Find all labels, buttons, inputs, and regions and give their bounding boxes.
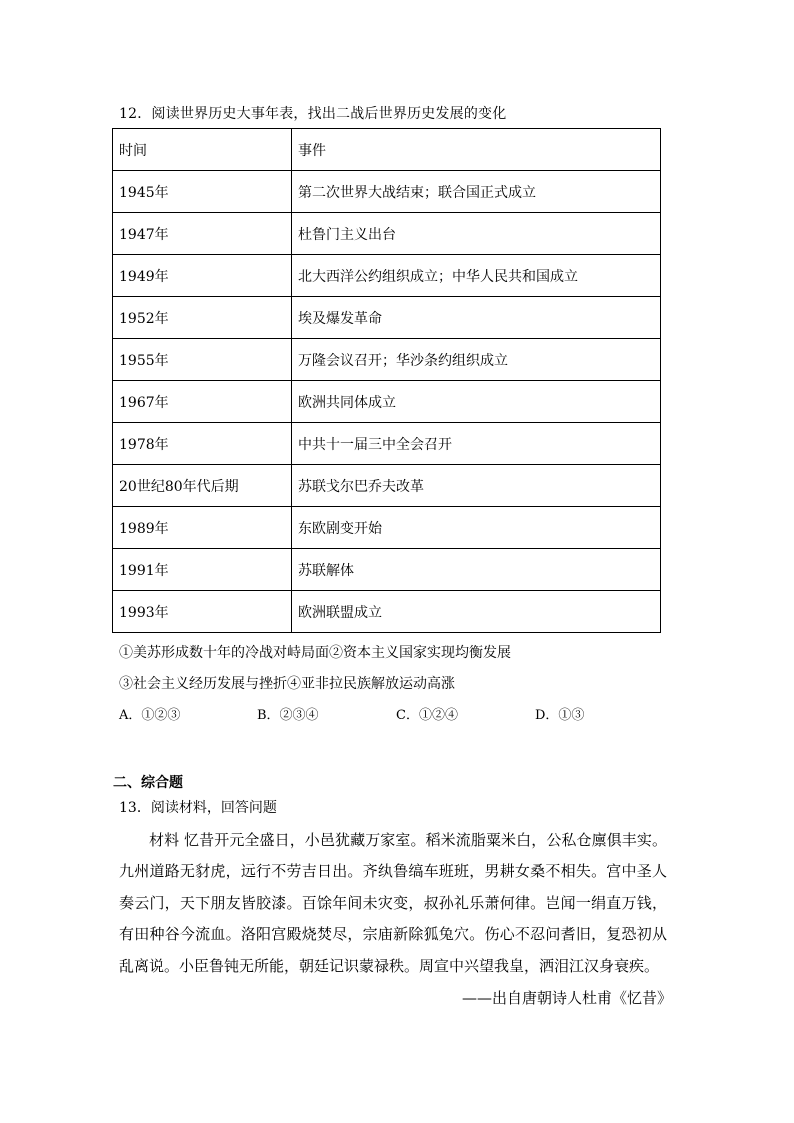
table-cell-event: 苏联戈尔巴乔夫改革 <box>292 465 661 507</box>
table-header-time: 时间 <box>113 129 292 171</box>
statement-line-2: ③社会主义经历发展与挫折④亚非拉民族解放运动高涨 <box>119 676 455 692</box>
table-cell-event: 埃及爆发革命 <box>292 297 661 339</box>
table-cell-event: 东欧剧变开始 <box>292 507 661 549</box>
table-row <box>113 381 661 423</box>
table-row <box>113 171 661 213</box>
table-row <box>113 465 661 507</box>
table-cell-event: 中共十一届三中全会召开 <box>292 423 661 465</box>
table-cell-time: 20世纪80年代后期 <box>113 465 292 507</box>
table-cell-event: 万隆会议召开；华沙条约组织成立 <box>292 339 661 381</box>
table-row <box>113 423 661 465</box>
table-cell-event: 苏联解体 <box>292 549 661 591</box>
table-row <box>113 591 661 633</box>
table-cell-time: 1947年 <box>113 213 292 255</box>
answer-choices <box>119 704 679 724</box>
table-row <box>113 549 661 591</box>
table-cell-event: 欧洲联盟成立 <box>292 591 661 633</box>
table-cell-time: 1989年 <box>113 507 292 549</box>
table-cell-event: 第二次世界大战结束；联合国正式成立 <box>292 171 661 213</box>
choice-c[interactable]: C．①②④ <box>396 708 458 723</box>
section-title: 二、综合题 <box>113 775 183 791</box>
passage-source: ——出自唐朝诗人杜甫《忆昔》 <box>461 989 672 1007</box>
history-events-table <box>112 128 661 633</box>
table-row <box>113 213 661 255</box>
table-row <box>113 297 661 339</box>
table-header-row <box>113 129 661 171</box>
table-cell-event: 欧洲共同体成立 <box>292 381 661 423</box>
question-12-title: 12．阅读世界历史大事年表，找出二战后世界历史发展的变化 <box>119 106 507 122</box>
table-cell-time: 1955年 <box>113 339 292 381</box>
table-cell-time: 1945年 <box>113 171 292 213</box>
table-row <box>113 507 661 549</box>
table-cell-time: 1949年 <box>113 255 292 297</box>
table-cell-event: 杜鲁门主义出台 <box>292 213 661 255</box>
table-cell-time: 1991年 <box>113 549 292 591</box>
choice-d[interactable]: D．①③ <box>535 708 585 723</box>
table-cell-time: 1993年 <box>113 591 292 633</box>
choice-a[interactable]: A．①②③ <box>119 708 181 723</box>
question-13-title: 13．阅读材料，回答问题 <box>119 800 277 816</box>
table-header-event: 事件 <box>292 129 661 171</box>
table-cell-time: 1978年 <box>113 423 292 465</box>
table-row <box>113 339 661 381</box>
material-passage: 材料 忆昔开元全盛日，小邑犹藏万家室。稻米流脂粟米白，公私仓廪俱丰实。九州道路无豺虎，远行不劳吉日出。齐纨鲁缟车班班，男耕女桑不相失。宫中圣人奏云门，天下朋友皆胶漆。百馀年间未灾变，叔孙礼乐萧何律。岂闻一绢直万钱，有田种谷今流血。洛阳宫殿烧焚尽，宗庙新除狐兔穴。伤心不忍问耆旧，复恐初从乱离说。小臣鲁钝无所能，朝廷记识蒙禄秩。周宣中兴望我皇，洒泪江汉身衰疾。 <box>119 831 667 975</box>
table-cell-time: 1967年 <box>113 381 292 423</box>
statement-line-1: ①美苏形成数十年的冷战对峙局面②资本主义国家实现均衡发展 <box>119 645 511 661</box>
choice-b[interactable]: B．②③④ <box>257 708 319 723</box>
table-row <box>113 255 661 297</box>
table-cell-event: 北大西洋公约组织成立；中华人民共和国成立 <box>292 255 661 297</box>
table-cell-time: 1952年 <box>113 297 292 339</box>
